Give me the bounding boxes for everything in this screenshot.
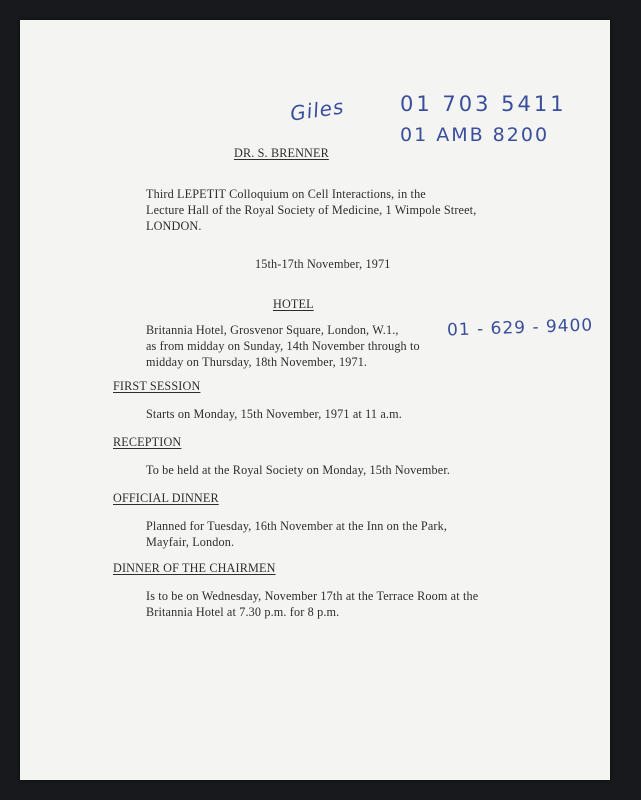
handwritten-phone-2: 01 AMB 8200 [400, 124, 550, 146]
official-dinner-heading: OFFICIAL DINNER [113, 491, 219, 505]
intro-line-2: Lecture Hall of the Royal Society of Medicine, 1 Wimpole Street, [146, 203, 477, 217]
intro-line-1: Third LEPETIT Colloquium on Cell Interactions, in the [146, 187, 426, 201]
handwritten-hotel-phone: 01 - 629 - 9400 [446, 315, 594, 341]
hotel-line-2: as from midday on Sunday, 14th November through to [146, 339, 420, 353]
reception-line-1: To be held at the Royal Society on Monday, 15th November. [146, 463, 451, 477]
reception-heading: RECEPTION [113, 435, 182, 449]
first-session-heading: FIRST SESSION [113, 379, 201, 393]
first-session-line-1: Starts on Monday, 15th November, 1971 at 11 a.m. [146, 407, 402, 421]
chairmen-dinner-heading: DINNER OF THE CHAIRMEN [113, 561, 276, 575]
hotel-line-1: Britannia Hotel, Grosvenor Square, London, W.1., [146, 323, 399, 337]
hotel-line-3: midday on Thursday, 18th November, 1971. [146, 355, 368, 369]
official-dinner-line-1: Planned for Tuesday, 16th November at the Inn on the Park, [146, 519, 448, 533]
chairmen-dinner-line-1: Is to be on Wednesday, November 17th at the Terrace Room at the [146, 589, 479, 603]
handwritten-phone-1: 01 703 5411 [400, 92, 567, 116]
official-dinner-line-2: Mayfair, London. [146, 535, 235, 549]
hotel-heading: HOTEL [273, 297, 314, 311]
intro-line-3: LONDON. [146, 219, 202, 233]
document-title: DR. S. BRENNER [234, 146, 329, 160]
chairmen-dinner-line-2: Britannia Hotel at 7.30 p.m. for 8 p.m. [146, 605, 340, 619]
event-dates: 15th-17th November, 1971 [255, 257, 391, 271]
handwritten-name: Giles [288, 94, 346, 126]
